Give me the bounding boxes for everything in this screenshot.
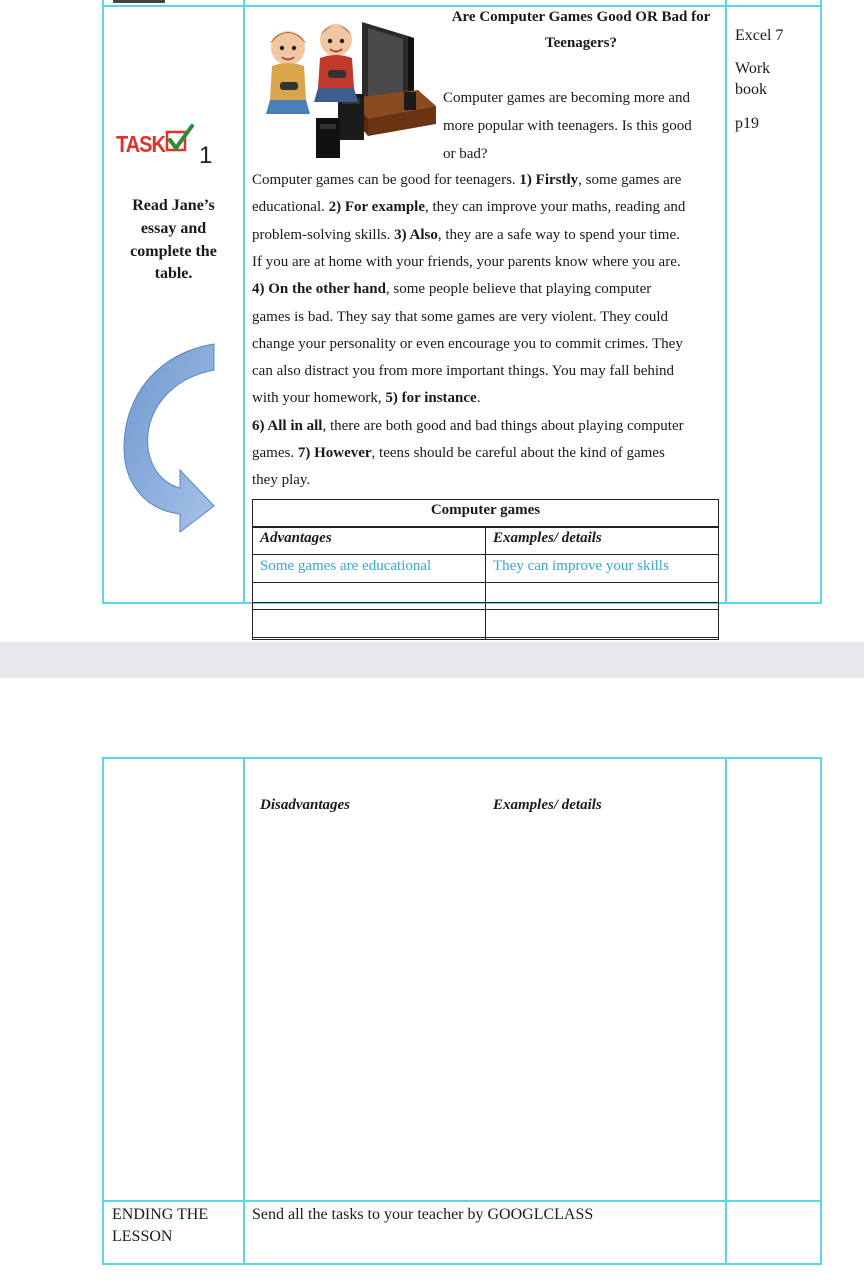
- essay-text: , they can improve your maths, reading and: [425, 199, 686, 216]
- frame-line: [102, 5, 822, 7]
- essay-line: [252, 335, 683, 353]
- essay-text: .: [476, 390, 481, 407]
- essay-text: educational.: [252, 199, 329, 216]
- essay-title-line2: Teenagers?: [545, 35, 617, 51]
- essay-line: [252, 444, 665, 462]
- cut-off-text: [113, 0, 165, 3]
- kids-gaming-illustration: [258, 14, 440, 166]
- essay-keyword: 4) On the other hand: [252, 281, 386, 298]
- frame-line: [820, 757, 822, 1265]
- essay-keyword: 7) However: [297, 445, 372, 461]
- ending-label: LESSON: [112, 1228, 173, 1245]
- essay-title-line1: Are Computer Games Good OR Bad for: [451, 9, 711, 25]
- curved-arrow-icon: [118, 338, 218, 536]
- essay-text: games.: [252, 445, 298, 461]
- essay-text: they play.: [252, 472, 311, 489]
- examples-header: Examples/ details: [493, 530, 602, 546]
- instruction-line: complete the: [130, 243, 217, 260]
- resource-line: Work: [735, 60, 771, 77]
- essay-line: [252, 226, 680, 244]
- essay-keyword: 2) For example: [328, 199, 426, 216]
- computer-games-table: [252, 499, 719, 642]
- frame-line: [102, 1263, 822, 1265]
- essay-line: [252, 417, 684, 435]
- examples-header-2: Examples/ details: [493, 797, 602, 813]
- essay-text: Computer games can be good for teenagers.: [252, 172, 520, 188]
- example-cell: They can improve your skills: [493, 558, 669, 574]
- intro-line: or bad?: [443, 146, 488, 162]
- essay-text: If you are at home with your friends, your parents know where you are.: [252, 253, 681, 270]
- resource-line: p19: [735, 115, 759, 132]
- essay-keyword: 1) Firstly: [519, 172, 579, 188]
- essay-text: can also distract you from more important things. You may fall behind: [252, 363, 675, 380]
- task-number: 1: [199, 142, 213, 169]
- essay-keyword: 6) All in all: [252, 417, 323, 434]
- frame-line: [102, 0, 104, 604]
- essay-text: games is bad. They say that some games are very violent. They could: [252, 308, 669, 325]
- frame-line: [102, 1200, 822, 1202]
- frame-line: [243, 0, 245, 604]
- essay-line: [252, 389, 480, 407]
- intro-line: Computer games are becoming more and: [443, 90, 691, 106]
- essay-line: [252, 198, 685, 216]
- frame-line: [725, 0, 727, 604]
- essay-text: with your homework,: [252, 390, 386, 407]
- essay-line: [252, 280, 651, 298]
- intro-line: more popular with teenagers. Is this good: [443, 118, 692, 134]
- essay-text: , there are both good and bad things about playing computer: [322, 417, 684, 434]
- essay-text: problem-solving skills.: [252, 226, 395, 243]
- frame-line: [243, 757, 245, 1265]
- ending-instruction: Send all the tasks to your teacher by GOOGLCLASS: [252, 1206, 594, 1223]
- essay-line: [252, 171, 681, 189]
- essay-text: , they are a safe way to spend your time.: [437, 226, 680, 243]
- advantage-cell: Some games are educational: [260, 558, 432, 574]
- ending-label: ENDING THE: [112, 1206, 209, 1223]
- essay-text: , teens should be careful about the kind of games: [371, 445, 665, 461]
- resource-line: book: [735, 81, 767, 98]
- frame-line: [820, 0, 822, 604]
- essay-text: change your personality or even encourage you to commit crimes. They: [252, 335, 683, 352]
- essay-keyword: 3) Also: [394, 226, 438, 243]
- disadvantages-header: Disadvantages: [260, 797, 350, 813]
- essay-line: [252, 308, 668, 326]
- essay-text: , some games are: [578, 172, 682, 188]
- frame-line: [102, 757, 104, 1265]
- essay-line: [252, 471, 310, 489]
- essay-text: , some people believe that playing computer: [385, 281, 652, 298]
- essay-line: [252, 253, 681, 271]
- table-title: Computer games: [430, 502, 541, 518]
- checkbox-check-icon: [164, 124, 194, 156]
- frame-line: [725, 757, 727, 1265]
- resource-line: Excel 7: [735, 27, 784, 44]
- page-separator: [0, 642, 864, 678]
- instruction-line: table.: [154, 265, 193, 282]
- advantages-header: Advantages: [260, 530, 332, 546]
- essay-keyword: 5) for instance: [385, 390, 477, 407]
- frame-line: [102, 757, 822, 759]
- essay-line: [252, 362, 674, 380]
- task-badge: TASK: [116, 132, 165, 158]
- instruction-line: essay and: [140, 220, 207, 237]
- instruction-line: Read Jane’s: [132, 197, 215, 214]
